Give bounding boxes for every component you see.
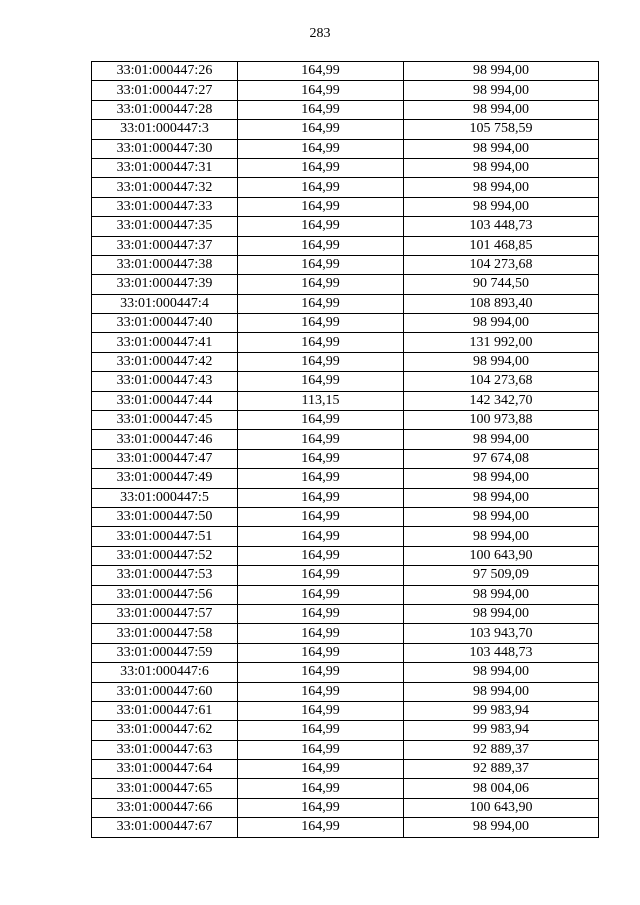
cadastral-value-cell: 98 994,00 — [404, 818, 599, 837]
cadastral-value-cell: 131 992,00 — [404, 333, 599, 352]
cadastral-value-cell: 98 994,00 — [404, 469, 599, 488]
cadastral-value-cell: 98 994,00 — [404, 314, 599, 333]
area-cell: 164,99 — [238, 178, 404, 197]
table-row — [92, 701, 599, 720]
cadastral-number-cell: 33:01:000447:45 — [92, 411, 238, 430]
cadastral-number-cell: 33:01:000447:30 — [92, 139, 238, 158]
cadastral-number-cell: 33:01:000447:65 — [92, 779, 238, 798]
cadastral-number-cell: 33:01:000447:46 — [92, 430, 238, 449]
area-cell: 164,99 — [238, 779, 404, 798]
area-cell: 164,99 — [238, 643, 404, 662]
area-cell: 164,99 — [238, 352, 404, 371]
cadastral-number-cell: 33:01:000447:53 — [92, 566, 238, 585]
table-row — [92, 469, 599, 488]
cadastral-number-cell: 33:01:000447:56 — [92, 585, 238, 604]
cadastral-value-cell: 103 448,73 — [404, 643, 599, 662]
cadastral-number-cell: 33:01:000447:31 — [92, 158, 238, 177]
cadastral-number-cell: 33:01:000447:41 — [92, 333, 238, 352]
cadastral-value-cell: 98 994,00 — [404, 663, 599, 682]
cadastral-value-cell: 101 468,85 — [404, 236, 599, 255]
cadastral-number-cell: 33:01:000447:3 — [92, 120, 238, 139]
cadastral-value-cell: 98 994,00 — [404, 178, 599, 197]
table-row — [92, 566, 599, 585]
cadastral-value-cell: 98 994,00 — [404, 507, 599, 526]
table-row — [92, 352, 599, 371]
table-row — [92, 663, 599, 682]
cadastral-value-cell: 98 994,00 — [404, 604, 599, 623]
table-row — [92, 255, 599, 274]
cadastral-value-cell: 98 994,00 — [404, 488, 599, 507]
cadastral-value-cell: 90 744,50 — [404, 275, 599, 294]
table-row — [92, 314, 599, 333]
table-row — [92, 178, 599, 197]
area-cell: 164,99 — [238, 430, 404, 449]
cadastral-number-cell: 33:01:000447:66 — [92, 798, 238, 817]
area-cell: 164,99 — [238, 158, 404, 177]
cadastral-value-cell: 98 994,00 — [404, 81, 599, 100]
cadastral-value-cell: 98 994,00 — [404, 197, 599, 216]
cadastral-number-cell: 33:01:000447:38 — [92, 255, 238, 274]
table-row — [92, 120, 599, 139]
area-cell: 164,99 — [238, 682, 404, 701]
area-cell: 164,99 — [238, 449, 404, 468]
area-cell: 164,99 — [238, 527, 404, 546]
cadastral-number-cell: 33:01:000447:27 — [92, 81, 238, 100]
table-row — [92, 236, 599, 255]
cadastral-value-cell: 98 994,00 — [404, 352, 599, 371]
table-row — [92, 643, 599, 662]
cadastral-value-cell: 99 983,94 — [404, 701, 599, 720]
cadastral-value-cell: 98 004,06 — [404, 779, 599, 798]
table-row — [92, 624, 599, 643]
cadastral-number-cell: 33:01:000447:52 — [92, 546, 238, 565]
cadastral-value-cell: 100 643,90 — [404, 798, 599, 817]
area-cell: 164,99 — [238, 197, 404, 216]
table-row — [92, 294, 599, 313]
area-cell: 164,99 — [238, 275, 404, 294]
table-row — [92, 62, 599, 81]
cadastral-number-cell: 33:01:000447:4 — [92, 294, 238, 313]
cadastral-value-cell: 103 448,73 — [404, 217, 599, 236]
table-row — [92, 372, 599, 391]
table-row — [92, 527, 599, 546]
area-cell: 164,99 — [238, 663, 404, 682]
cadastral-value-cell: 99 983,94 — [404, 721, 599, 740]
cadastral-number-cell: 33:01:000447:57 — [92, 604, 238, 623]
cadastral-value-cell: 97 509,09 — [404, 566, 599, 585]
cadastral-value-cell: 98 994,00 — [404, 100, 599, 119]
cadastral-number-cell: 33:01:000447:43 — [92, 372, 238, 391]
area-cell: 164,99 — [238, 469, 404, 488]
cadastral-number-cell: 33:01:000447:44 — [92, 391, 238, 410]
cadastral-value-cell: 97 674,08 — [404, 449, 599, 468]
cadastral-value-cell: 103 943,70 — [404, 624, 599, 643]
cadastral-number-cell: 33:01:000447:58 — [92, 624, 238, 643]
area-cell: 164,99 — [238, 585, 404, 604]
table-row — [92, 604, 599, 623]
area-cell: 164,99 — [238, 624, 404, 643]
table-row — [92, 100, 599, 119]
table-row — [92, 585, 599, 604]
cadastral-number-cell: 33:01:000447:64 — [92, 760, 238, 779]
area-cell: 164,99 — [238, 604, 404, 623]
table-row — [92, 798, 599, 817]
area-cell: 164,99 — [238, 507, 404, 526]
table-row — [92, 158, 599, 177]
area-cell: 164,99 — [238, 333, 404, 352]
cadastral-number-cell: 33:01:000447:61 — [92, 701, 238, 720]
cadastral-number-cell: 33:01:000447:42 — [92, 352, 238, 371]
cadastral-number-cell: 33:01:000447:50 — [92, 507, 238, 526]
cadastral-number-cell: 33:01:000447:26 — [92, 62, 238, 81]
table-body — [92, 62, 599, 838]
table-row — [92, 275, 599, 294]
cadastral-value-cell: 98 994,00 — [404, 682, 599, 701]
table-row — [92, 411, 599, 430]
table-row — [92, 81, 599, 100]
cadastral-number-cell: 33:01:000447:37 — [92, 236, 238, 255]
cadastral-number-cell: 33:01:000447:63 — [92, 740, 238, 759]
cadastral-number-cell: 33:01:000447:28 — [92, 100, 238, 119]
area-cell: 164,99 — [238, 217, 404, 236]
cadastral-value-cell: 105 758,59 — [404, 120, 599, 139]
table-row — [92, 430, 599, 449]
cadastral-number-cell: 33:01:000447:47 — [92, 449, 238, 468]
area-cell: 164,99 — [238, 546, 404, 565]
cadastral-value-cell: 98 994,00 — [404, 430, 599, 449]
cadastral-number-cell: 33:01:000447:6 — [92, 663, 238, 682]
cadastral-value-cell: 104 273,68 — [404, 372, 599, 391]
cadastral-value-table — [91, 61, 599, 838]
cadastral-value-cell: 98 994,00 — [404, 585, 599, 604]
area-cell: 164,99 — [238, 566, 404, 585]
cadastral-value-cell: 142 342,70 — [404, 391, 599, 410]
table-row — [92, 546, 599, 565]
cadastral-number-cell: 33:01:000447:49 — [92, 469, 238, 488]
cadastral-number-cell: 33:01:000447:67 — [92, 818, 238, 837]
table-row — [92, 391, 599, 410]
area-cell: 164,99 — [238, 372, 404, 391]
table-row — [92, 740, 599, 759]
cadastral-value-cell: 108 893,40 — [404, 294, 599, 313]
table-row — [92, 488, 599, 507]
table-row — [92, 217, 599, 236]
area-cell: 164,99 — [238, 721, 404, 740]
cadastral-value-cell: 98 994,00 — [404, 158, 599, 177]
table-row — [92, 333, 599, 352]
cadastral-number-cell: 33:01:000447:40 — [92, 314, 238, 333]
table-row — [92, 507, 599, 526]
area-cell: 164,99 — [238, 411, 404, 430]
table-row — [92, 139, 599, 158]
area-cell: 164,99 — [238, 798, 404, 817]
area-cell: 164,99 — [238, 62, 404, 81]
area-cell: 164,99 — [238, 139, 404, 158]
area-cell: 113,15 — [238, 391, 404, 410]
area-cell: 164,99 — [238, 314, 404, 333]
page-number: 283 — [309, 26, 331, 41]
cadastral-number-cell: 33:01:000447:39 — [92, 275, 238, 294]
cadastral-value-cell: 92 889,37 — [404, 760, 599, 779]
cadastral-value-cell: 104 273,68 — [404, 255, 599, 274]
area-cell: 164,99 — [238, 488, 404, 507]
cadastral-number-cell: 33:01:000447:33 — [92, 197, 238, 216]
cadastral-value-cell: 98 994,00 — [404, 139, 599, 158]
cadastral-value-cell: 100 643,90 — [404, 546, 599, 565]
cadastral-number-cell: 33:01:000447:62 — [92, 721, 238, 740]
table-row — [92, 682, 599, 701]
area-cell: 164,99 — [238, 100, 404, 119]
table-row — [92, 721, 599, 740]
area-cell: 164,99 — [238, 81, 404, 100]
cadastral-value-cell: 92 889,37 — [404, 740, 599, 759]
table-row — [92, 760, 599, 779]
cadastral-number-cell: 33:01:000447:60 — [92, 682, 238, 701]
cadastral-number-cell: 33:01:000447:32 — [92, 178, 238, 197]
area-cell: 164,99 — [238, 236, 404, 255]
cadastral-value-cell: 98 994,00 — [404, 527, 599, 546]
table-row — [92, 779, 599, 798]
table-row — [92, 197, 599, 216]
cadastral-number-cell: 33:01:000447:5 — [92, 488, 238, 507]
cadastral-value-cell: 100 973,88 — [404, 411, 599, 430]
cadastral-number-cell: 33:01:000447:35 — [92, 217, 238, 236]
area-cell: 164,99 — [238, 818, 404, 837]
table-row — [92, 449, 599, 468]
cadastral-number-cell: 33:01:000447:51 — [92, 527, 238, 546]
area-cell: 164,99 — [238, 701, 404, 720]
area-cell: 164,99 — [238, 760, 404, 779]
cadastral-value-cell: 98 994,00 — [404, 62, 599, 81]
area-cell: 164,99 — [238, 255, 404, 274]
cadastral-number-cell: 33:01:000447:59 — [92, 643, 238, 662]
area-cell: 164,99 — [238, 740, 404, 759]
table-row — [92, 818, 599, 837]
area-cell: 164,99 — [238, 120, 404, 139]
area-cell: 164,99 — [238, 294, 404, 313]
